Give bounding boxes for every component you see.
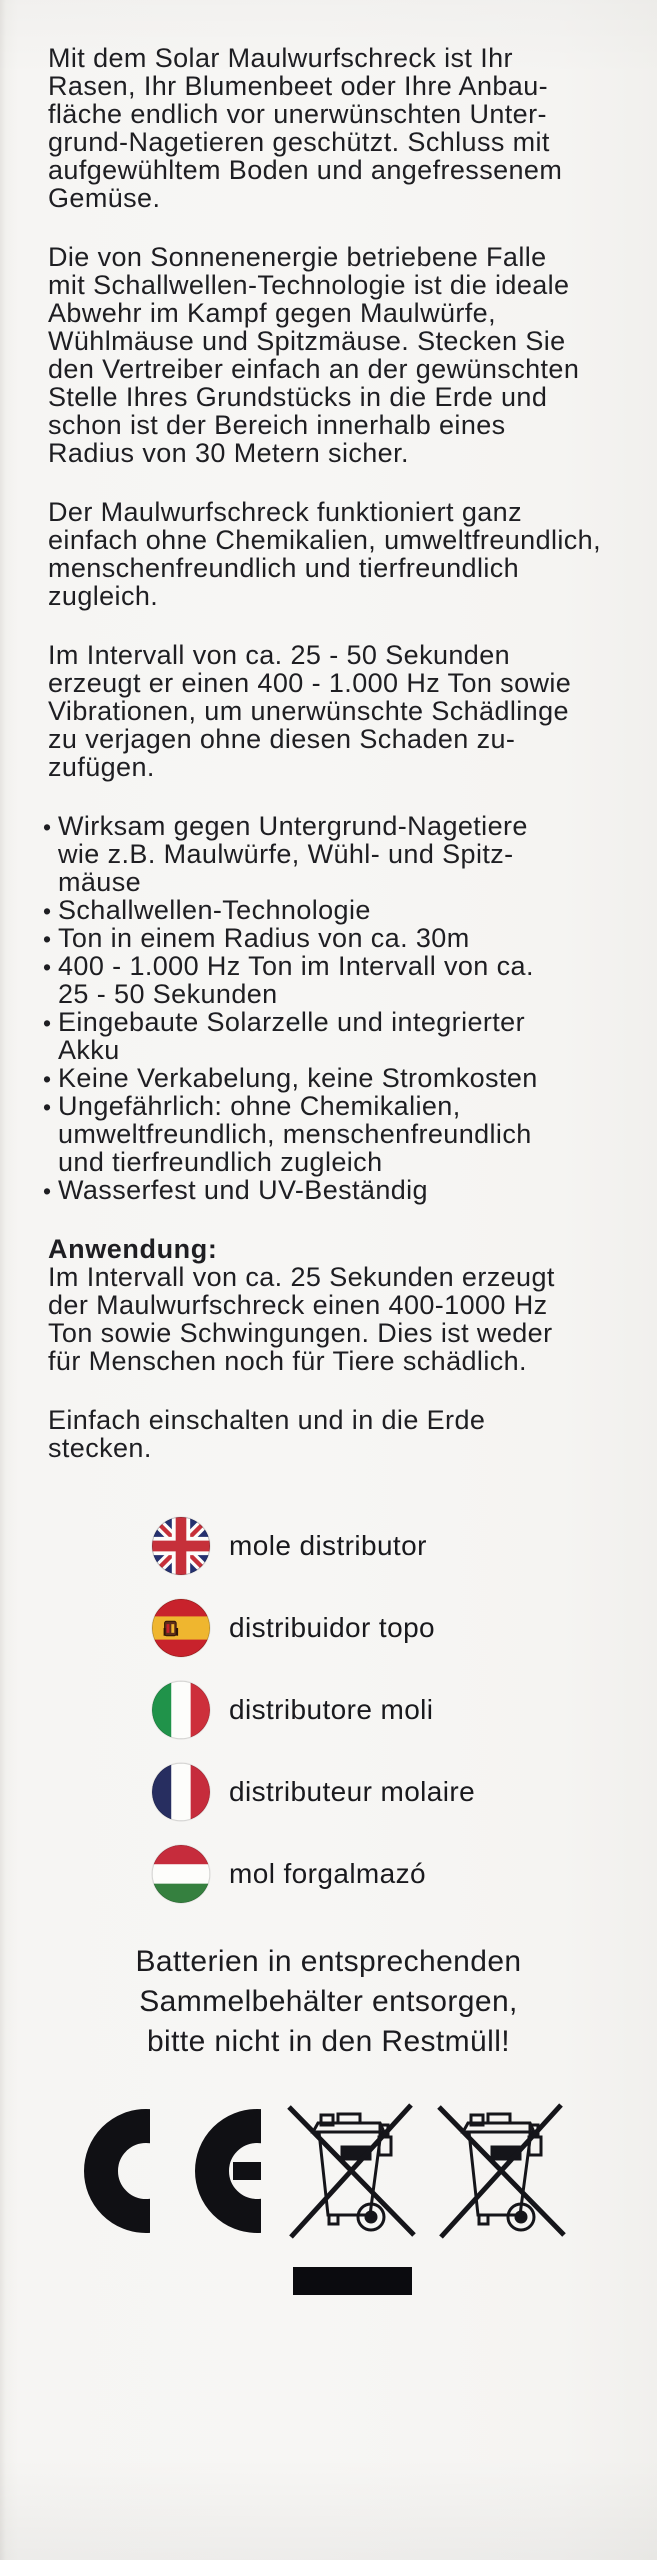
text-line: Im Intervall von ca. 25 - 50 Sekunden [48, 640, 511, 670]
paragraph [48, 498, 633, 610]
text-line: einfach ohne Chemikalien, umweltfreundlich, [48, 525, 601, 555]
text-line: zugleich. [48, 581, 159, 611]
text-line: Im Intervall von ca. 25 Sekunden erzeugt [48, 1262, 555, 1292]
ce-mark-icon [84, 2109, 261, 2233]
distributor-list [152, 1517, 475, 1927]
description-text [48, 44, 633, 1493]
text-line: • Keine Verkabelung, keine Stromkosten [58, 1063, 538, 1093]
feature-list [48, 812, 633, 1204]
feature-item [48, 1064, 633, 1092]
text-line: mit Schallwellen-Technologie ist die ideale [48, 270, 570, 300]
text-line: erzeugt er einen 400 - 1.000 Hz Ton sowie [48, 668, 572, 698]
text-line: schon ist der Bereich innerhalb eines [48, 410, 506, 440]
feature-item [48, 1092, 633, 1176]
weee-bin-icon [283, 2097, 423, 2249]
text-line: • Schallwellen-Technologie [58, 895, 371, 925]
text-line: Radius von 30 Metern sicher. [48, 438, 409, 468]
paragraph [48, 44, 633, 212]
text-line: Rasen, Ihr Blumenbeet oder Ihre Anbau- [48, 71, 549, 101]
distributor-row [152, 1599, 475, 1657]
text-line: wie z.B. Maulwürfe, Wühl- und Spitz- [58, 839, 514, 869]
distributor-label: distributeur molaire [229, 1776, 476, 1807]
text-line: fläche endlich vor unerwünschten Unter- [48, 99, 547, 129]
text-line: mäuse [58, 867, 142, 897]
usage-section [48, 1235, 633, 1375]
text-line: stecken. [48, 1433, 152, 1463]
distributor-label: distributore moli [229, 1694, 434, 1725]
uk-flag-icon [152, 1517, 210, 1575]
text-line: • Wasserfest und UV-Beständig [58, 1175, 428, 1205]
feature-item [48, 952, 633, 1008]
text-line: Einfach einschalten und in die Erde [48, 1405, 486, 1435]
text-line: grund-Nagetieren geschützt. Schluss mit [48, 127, 550, 157]
text-line: • 400 - 1.000 Hz Ton im Intervall von ca. [58, 951, 534, 981]
battery-note-line: Sammelbehälter entsorgen, [139, 1985, 518, 2018]
text-line: der Maulwurfschreck einen 400-1000 Hz [48, 1290, 548, 1320]
text-line: Die von Sonnenenergie betriebene Falle [48, 242, 547, 272]
text-line: • Eingebaute Solarzelle und integrierter [58, 1007, 525, 1037]
text-line: Mit dem Solar Maulwurfschreck ist Ihr [48, 43, 513, 73]
battery-note [0, 1942, 657, 2062]
text-line: für Menschen noch für Tiere schädlich. [48, 1346, 527, 1376]
usage-heading: Anwendung: [48, 1234, 218, 1264]
text-line: aufgewühltem Boden und angefressenem [48, 155, 563, 185]
text-line: Abwehr im Kampf gegen Maulwürfe, [48, 298, 497, 328]
italy-flag-icon [152, 1681, 210, 1739]
text-line: Gemüse. [48, 183, 161, 213]
black-bar [293, 2267, 412, 2295]
distributor-row [152, 1763, 475, 1821]
usage-lines [48, 1263, 633, 1375]
text-line: Der Maulwurfschreck funktioniert ganz [48, 497, 522, 527]
distributor-row [152, 1681, 475, 1739]
spain-flag-icon [152, 1599, 210, 1657]
text-line: Ton sowie Schwingungen. Dies ist weder [48, 1318, 553, 1348]
text-line: umweltfreundlich, menschenfreundlich [58, 1119, 532, 1149]
text-line: den Vertreiber einfach an der gewünschten [48, 354, 580, 384]
distributor-label: distribuidor topo [229, 1612, 436, 1643]
battery-note-line: Batterien in entsprechenden [135, 1945, 522, 1978]
feature-item [48, 1176, 633, 1204]
text-line: • Ungefährlich: ohne Chemikalien, [58, 1091, 461, 1121]
feature-item [48, 1008, 633, 1064]
text-line: Wühlmäuse und Spitzmäuse. Stecken Sie [48, 326, 566, 356]
distributor-label: mol forgalmazó [229, 1858, 427, 1889]
paragraph [48, 641, 633, 781]
battery-note-line: bitte nicht in den Restmüll! [146, 2025, 511, 2058]
feature-item [48, 896, 633, 924]
intro-paragraphs [48, 44, 633, 781]
text-line: zufügen. [48, 752, 155, 782]
ce-letter-e [195, 2109, 261, 2233]
distributor-label: mole distributor [229, 1530, 427, 1561]
text-line: und tierfreundlich zugleich [58, 1147, 383, 1177]
text-line: zu verjagen ohne diesen Schaden zu- [48, 724, 516, 754]
text-line: • Wirksam gegen Untergrund-Nagetiere [58, 811, 528, 841]
closing-paragraph [48, 1406, 633, 1462]
text-line: Stelle Ihres Grundstücks in die Erde und [48, 382, 548, 412]
weee-bin-icon [433, 2097, 573, 2249]
text-line: • Ton in einem Radius von ca. 30m [58, 923, 470, 953]
distributor-row [152, 1845, 475, 1903]
hungary-flag-icon [152, 1845, 210, 1903]
distributor-row [152, 1517, 475, 1575]
france-flag-icon [152, 1763, 210, 1821]
text-line: Akku [58, 1035, 120, 1065]
paragraph [48, 243, 633, 467]
text-line: menschenfreundlich und tierfreundlich [48, 553, 520, 583]
feature-item [48, 812, 633, 896]
feature-item [48, 924, 633, 952]
text-line: Vibrationen, um unerwünschte Schädlinge [48, 696, 569, 726]
ce-letter-c [84, 2109, 150, 2233]
text-line: 25 - 50 Sekunden [58, 979, 278, 1009]
